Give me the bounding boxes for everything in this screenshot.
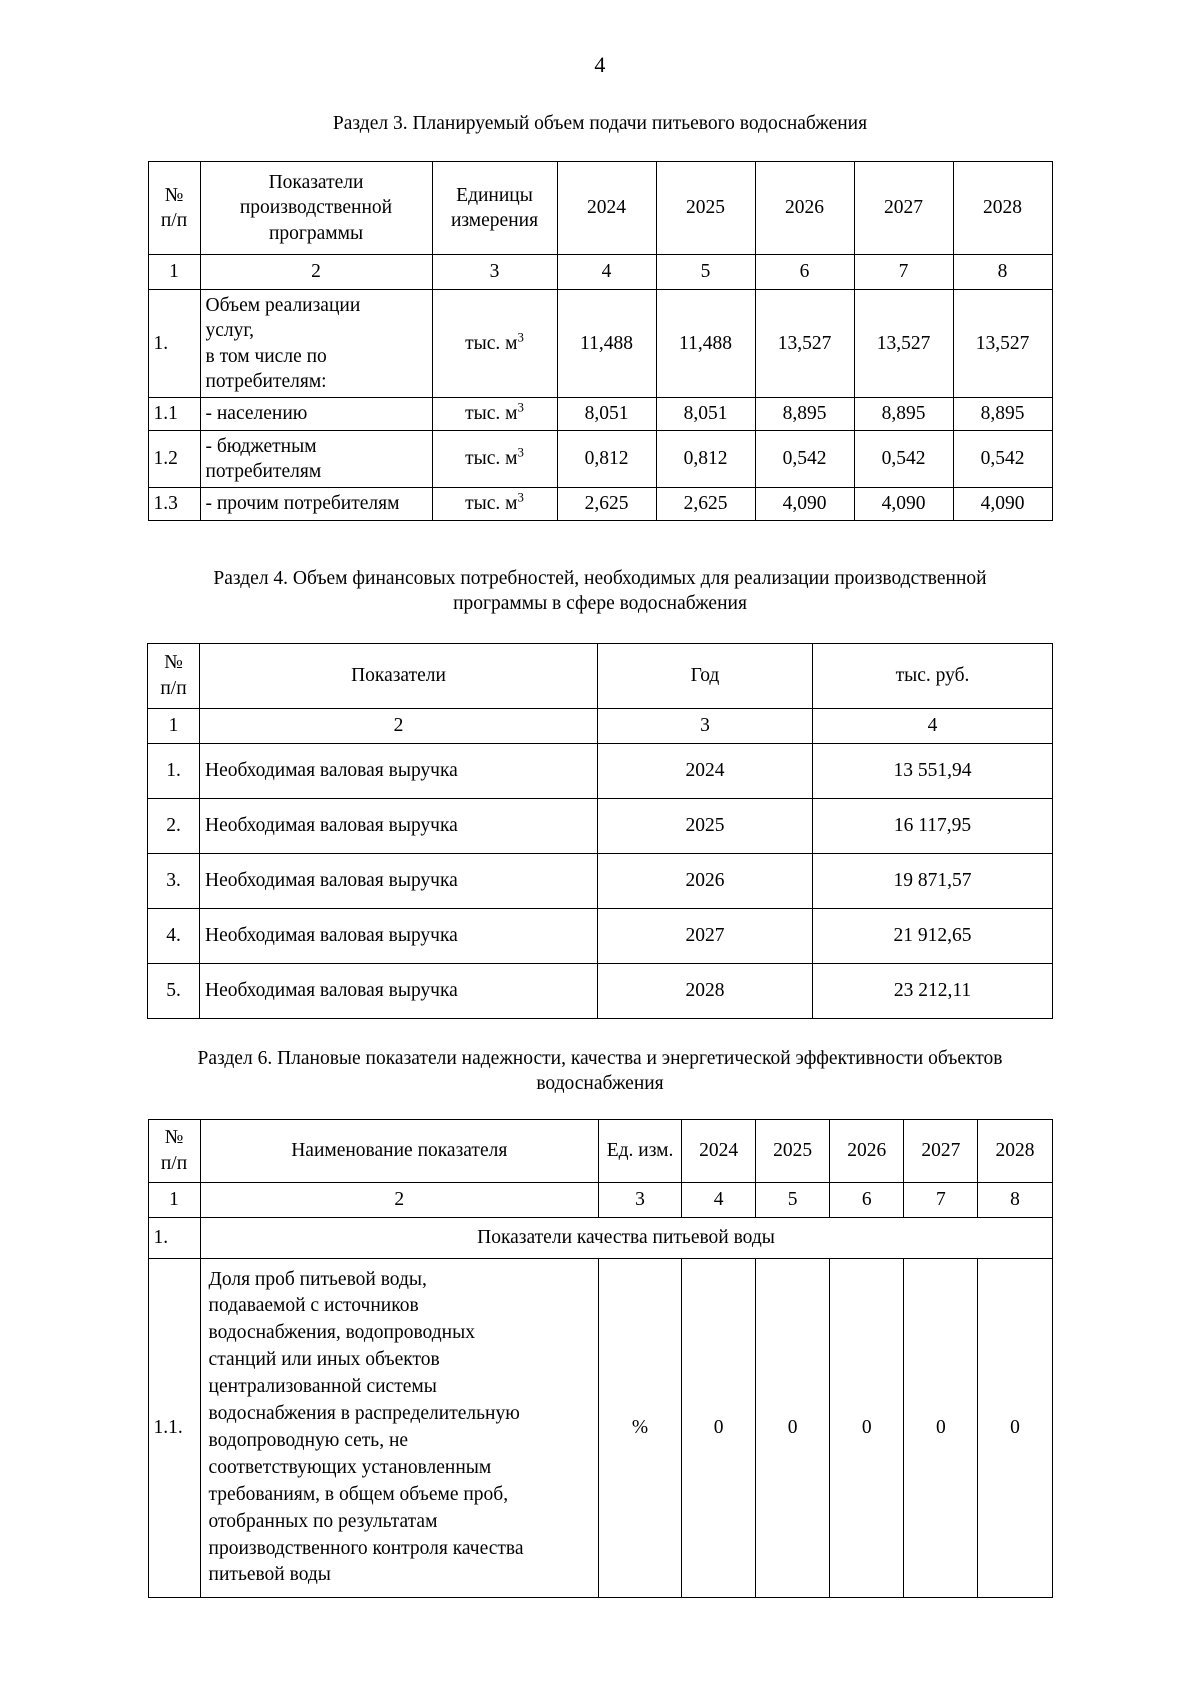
header-unit-line2: измерения [450, 209, 539, 231]
unit-superscript: 3 [517, 490, 524, 505]
row-value: 8,895 [953, 398, 1052, 430]
table-row [148, 798, 1053, 853]
row-sum: 19 871,57 [813, 853, 1053, 908]
row-name-line1: - бюджетным [205, 435, 317, 457]
header-number-line2: п/п [160, 209, 188, 231]
row-number: 5. [148, 963, 200, 1018]
table-row [148, 488, 1052, 520]
column-number: 6 [755, 254, 854, 289]
table-row [148, 643, 1053, 708]
row-name-line1: Доля проб питьевой воды, [208, 1268, 427, 1290]
row-value: 0 [904, 1258, 978, 1598]
row-number: 1. [148, 289, 200, 397]
column-number: 2 [200, 1182, 598, 1217]
row-name-line3: водоснабжения, водопроводных [208, 1322, 475, 1344]
header-cell-year: 2025 [756, 1119, 830, 1182]
row-unit [432, 398, 557, 430]
table-row-column-numbers [148, 254, 1052, 289]
row-value: 0 [756, 1258, 830, 1598]
row-name-line5: централизованной системы [208, 1376, 437, 1398]
column-number: 2 [200, 254, 432, 289]
row-indicator: Необходимая валовая выручка [200, 963, 598, 1018]
column-number: 8 [953, 254, 1052, 289]
row-year: 2024 [598, 743, 813, 798]
row-value: 4,090 [755, 488, 854, 520]
table-row-column-numbers [148, 1182, 1052, 1217]
row-indicator: Необходимая валовая выручка [200, 853, 598, 908]
header-number-line1: № [164, 1127, 184, 1149]
row-name-line4: станций или иных объектов [208, 1349, 440, 1371]
unit-text: тыс. м [465, 403, 518, 425]
table-row [148, 743, 1053, 798]
row-value: 13,527 [953, 289, 1052, 397]
row-indicator: Необходимая валовая выручка [200, 798, 598, 853]
row-value: 0,812 [656, 430, 755, 488]
row-unit [432, 488, 557, 520]
table-section-4 [147, 643, 1053, 1019]
header-cell-name: Наименование показателя [200, 1119, 598, 1182]
row-value: 0 [978, 1258, 1052, 1598]
table-row-group [148, 1217, 1052, 1258]
row-unit [432, 430, 557, 488]
header-cell-year: 2025 [656, 161, 755, 254]
row-name-line11: производственного контроля качества [208, 1537, 524, 1559]
header-cell-year: 2026 [830, 1119, 904, 1182]
row-name-line7: водопроводную сеть, не [208, 1429, 409, 1451]
header-cell-unit [432, 161, 557, 254]
header-indicator-line2: производственной [239, 197, 393, 219]
header-cell-number [148, 643, 200, 708]
column-number: 7 [854, 254, 953, 289]
row-name-line9: требованиям, в общем объеме проб, [208, 1483, 509, 1505]
row-value: 0 [830, 1258, 904, 1598]
unit-text: тыс. м [465, 448, 518, 470]
column-number: 4 [813, 708, 1053, 743]
table-row [148, 161, 1052, 254]
header-cell-year: 2028 [978, 1119, 1052, 1182]
table-row [148, 908, 1053, 963]
row-number: 1.1 [148, 398, 200, 430]
header-number-line1: № [164, 184, 184, 206]
row-year: 2028 [598, 963, 813, 1018]
page-number: 4 [594, 52, 606, 77]
row-sum: 16 117,95 [813, 798, 1053, 853]
row-indicator: Необходимая валовая выручка [200, 908, 598, 963]
header-cell-indicator: Показатели [200, 643, 598, 708]
row-name: - населению [200, 398, 432, 430]
row-name-line3: в том числе по [205, 345, 327, 367]
column-number: 1 [148, 708, 200, 743]
column-number: 5 [756, 1182, 830, 1217]
table-row [148, 1258, 1052, 1598]
column-number: 3 [432, 254, 557, 289]
row-name [200, 430, 432, 488]
header-cell-year: 2024 [557, 161, 656, 254]
row-number: 2. [148, 798, 200, 853]
header-cell-year: Год [598, 643, 813, 708]
header-number-line2: п/п [160, 677, 187, 699]
column-number: 1 [148, 1182, 200, 1217]
row-year: 2027 [598, 908, 813, 963]
row-name-line2: подаваемой с источников [208, 1295, 419, 1317]
table-section-3 [148, 161, 1053, 521]
row-number: 1.3 [148, 488, 200, 520]
row-name [200, 289, 432, 397]
column-number: 4 [557, 254, 656, 289]
row-value: 8,895 [755, 398, 854, 430]
header-indicator-line3: программы [268, 222, 364, 244]
unit-superscript: 3 [517, 400, 524, 415]
row-unit [432, 289, 557, 397]
row-number: 4. [148, 908, 200, 963]
column-number: 4 [682, 1182, 756, 1217]
header-indicator-line1: Показатели [268, 171, 364, 193]
row-value: 11,488 [557, 289, 656, 397]
column-number: 1 [148, 254, 200, 289]
row-value: 0,542 [953, 430, 1052, 488]
row-value: 0,542 [755, 430, 854, 488]
table-row [148, 430, 1052, 488]
column-number: 3 [598, 1182, 681, 1217]
group-title: Показатели качества питьевой воды [200, 1217, 1052, 1258]
row-number: 1. [148, 743, 200, 798]
header-cell-number [148, 1119, 200, 1182]
section-6-title [0, 1047, 1200, 1097]
header-cell-sum: тыс. руб. [813, 643, 1053, 708]
row-value: 2,625 [557, 488, 656, 520]
row-number: 3. [148, 853, 200, 908]
header-cell-year: 2028 [953, 161, 1052, 254]
row-number: 1.1. [148, 1258, 200, 1598]
section-6-title-line2: водоснабжения [536, 1072, 664, 1094]
row-name-line1: Объем реализации [205, 294, 361, 316]
header-cell-indicator [200, 161, 432, 254]
column-number: 2 [200, 708, 598, 743]
header-cell-year: 2026 [755, 161, 854, 254]
row-name-line4: потребителям: [205, 370, 327, 392]
row-name-line2: потребителям [205, 461, 322, 483]
section-4-title-line1: Раздел 4. Объем финансовых потребностей, необходимых для реализации производственной [213, 567, 987, 589]
row-sum: 13 551,94 [813, 743, 1053, 798]
header-cell-year: 2027 [854, 161, 953, 254]
header-unit-line1: Единицы [456, 184, 533, 206]
header-number-line1: № [164, 652, 183, 674]
row-year: 2025 [598, 798, 813, 853]
row-name-line2: услуг, [205, 320, 255, 342]
table-row [148, 289, 1052, 397]
row-value: 13,527 [755, 289, 854, 397]
row-indicator: Необходимая валовая выручка [200, 743, 598, 798]
section-4-title-line2: программы в сфере водоснабжения [453, 592, 747, 614]
column-number: 3 [598, 708, 813, 743]
row-number: 1.2 [148, 430, 200, 488]
row-sum: 23 212,11 [813, 963, 1053, 1018]
column-number: 5 [656, 254, 755, 289]
row-value: 8,051 [656, 398, 755, 430]
row-value: 2,625 [656, 488, 755, 520]
row-value: 13,527 [854, 289, 953, 397]
row-value: 11,488 [656, 289, 755, 397]
column-number: 6 [830, 1182, 904, 1217]
column-number: 7 [904, 1182, 978, 1217]
row-name [200, 1258, 598, 1598]
table-row [148, 963, 1053, 1018]
row-value: 4,090 [854, 488, 953, 520]
table-section-6 [148, 1119, 1053, 1599]
row-value: 0 [682, 1258, 756, 1598]
header-cell-number [148, 161, 200, 254]
header-cell-year: 2024 [682, 1119, 756, 1182]
row-name-line10: отобранных по результатам [208, 1510, 438, 1532]
row-name-line6: водоснабжения в распределительную [208, 1403, 520, 1425]
row-value: 8,895 [854, 398, 953, 430]
unit-text: тыс. м [465, 332, 518, 354]
unit-superscript: 3 [517, 445, 524, 460]
column-number: 8 [978, 1182, 1052, 1217]
table-row [148, 853, 1053, 908]
row-name-line8: соответствующих установленным [208, 1456, 492, 1478]
row-value: 4,090 [953, 488, 1052, 520]
section-3-title: Раздел 3. Планируемый объем подачи питьевого водоснабжения [332, 113, 868, 134]
row-unit: % [598, 1258, 681, 1598]
section-6-title-line1: Раздел 6. Плановые показатели надежности, качества и энергетической эффективности объектов [197, 1047, 1003, 1069]
row-number: 1. [148, 1217, 200, 1258]
row-value: 0,812 [557, 430, 656, 488]
section-4-title [0, 567, 1200, 617]
row-sum: 21 912,65 [813, 908, 1053, 963]
table-row [148, 1119, 1052, 1182]
row-value: 8,051 [557, 398, 656, 430]
header-number-line2: п/п [160, 1152, 188, 1174]
header-cell-year: 2027 [904, 1119, 978, 1182]
table-row [148, 398, 1052, 430]
unit-text: тыс. м [465, 493, 518, 515]
row-name-line12: питьевой воды [208, 1564, 331, 1586]
unit-superscript: 3 [517, 330, 524, 345]
header-cell-unit: Ед. изм. [598, 1119, 681, 1182]
row-value: 0,542 [854, 430, 953, 488]
table-row-column-numbers [148, 708, 1053, 743]
row-year: 2026 [598, 853, 813, 908]
row-name: - прочим потребителям [200, 488, 432, 520]
